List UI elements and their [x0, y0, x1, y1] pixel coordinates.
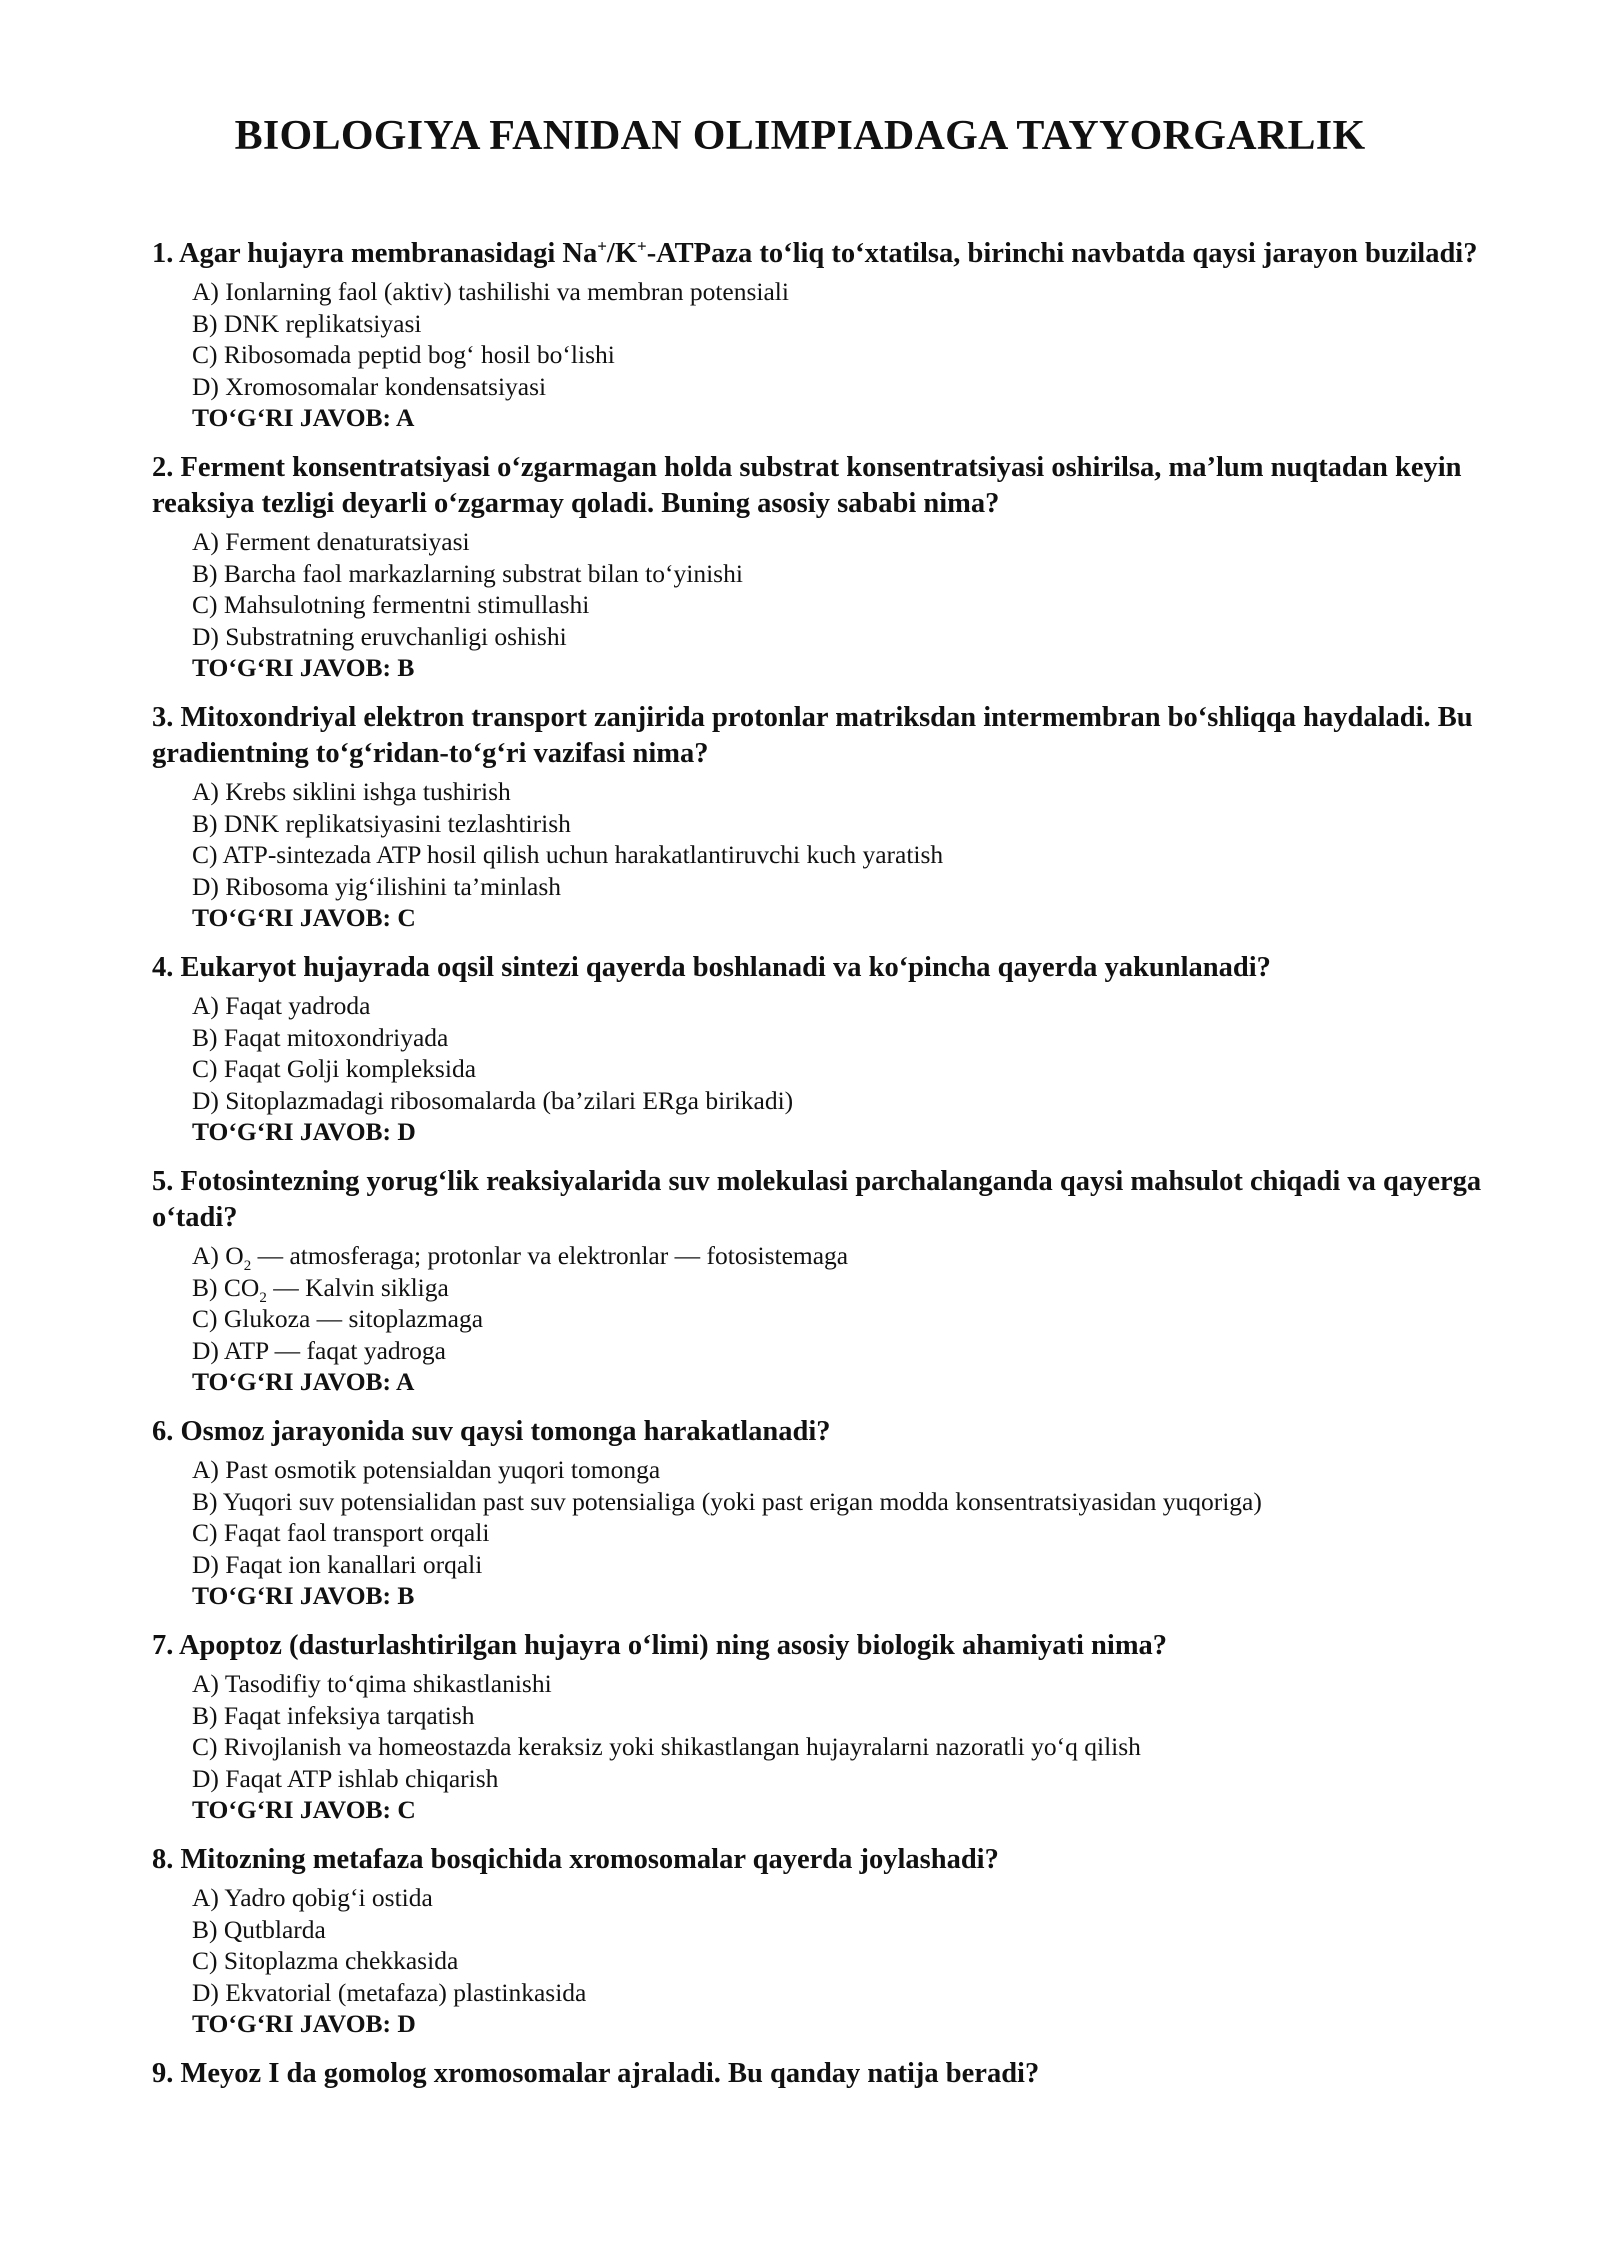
option-c: C) Sitoplazma chekkasida	[192, 1946, 459, 1975]
question-number: 9.	[152, 2058, 174, 2089]
option-a: A) Faqat yadroda	[192, 991, 371, 1020]
question-text: 5. Fotosintezning yorug‘lik reaksiyalarida suv molekulasi parchalanganda qaysi mahsulot chiqadi va qayerga o‘tadi?	[152, 1166, 1482, 1233]
question-text: 9. Meyoz I da gomolog xromosomalar ajraladi. Bu qanday natija beradi?	[152, 2058, 1040, 2089]
option-b: B) DNK replikatsiyasini tezlashtirish	[192, 808, 571, 838]
superscript: +	[597, 236, 607, 256]
option-d: D) Sitoplazmadagi ribosomalarda (ba’zilari ERga birikadi)	[192, 1085, 794, 1115]
option-list	[152, 1240, 1482, 1366]
option-b: B) Barcha faol markazlarning substrat bilan to‘yinishi	[192, 558, 743, 588]
option-d: D) Ribosoma yig‘ilishini ta’minlash	[192, 871, 562, 901]
option-d: D) Substratning eruvchanligi oshishi	[192, 621, 567, 651]
correct-answer: TO‘G‘RI JAVOB: C	[192, 903, 416, 932]
option-b: B) Qutblarda	[192, 1914, 326, 1944]
option-list	[152, 1454, 1482, 1580]
question-text: 3. Mitoxondriyal elektron transport zanjirida protonlar matriksdan intermembran bo‘shliqqa haydaladi. Bu gradientning to‘g‘ridan-to‘g‘ri vazifasi nima?	[152, 702, 1473, 769]
option-d: D) Ekvatorial (metafaza) plastinkasida	[192, 1977, 587, 2007]
question-text: 4. Eukaryot hujayrada oqsil sintezi qayerda boshlanadi va ko‘pincha qayerda yakunlanadi?	[152, 952, 1271, 983]
question-text: 7. Apoptoz (dasturlashtirilgan hujayra o‘limi) ning asosiy biologik ahamiyati nima?	[152, 1630, 1168, 1661]
document-title: BIOLOGIYA FANIDAN OLIMPIADAGA TAYYORGARLIK	[234, 113, 1366, 159]
option-c: C) Faqat faol transport orqali	[192, 1518, 490, 1547]
option-a: A) Krebs siklini ishga tushirish	[192, 777, 511, 806]
option-c: C) Ribosomada peptid bog‘ hosil bo‘lishi	[192, 340, 615, 369]
question-7	[152, 1628, 1482, 1826]
question-number: 8.	[152, 1844, 174, 1875]
option-b: B) $CO_2$ — Kalvin sikliga	[192, 1272, 449, 1306]
question-number: 4.	[152, 952, 174, 983]
option-d: D) Faqat ATP ishlab chiqarish	[192, 1763, 499, 1793]
correct-answer: TO‘G‘RI JAVOB: D	[192, 2009, 416, 2038]
question-3	[152, 700, 1482, 934]
correct-answer: TO‘G‘RI JAVOB: D	[192, 1117, 416, 1146]
question-6	[152, 1414, 1482, 1612]
question-text: 1. Agar hujayra membranasidagi Na+/K+-ATPaza to‘liq to‘xtatilsa, birinchi navbatda qaysi jarayon buziladi?	[152, 236, 1478, 269]
option-d: D) Xromosomalar kondensatsiyasi	[192, 371, 547, 401]
question-4	[152, 950, 1482, 1148]
option-b: B) Faqat mitoxondriyada	[192, 1022, 449, 1052]
question-text: 6. Osmoz jarayonida suv qaysi tomonga harakatlanadi?	[152, 1416, 831, 1447]
option-a: A) Ionlarning faol (aktiv) tashilishi va membran potensiali	[192, 277, 789, 306]
correct-answer: TO‘G‘RI JAVOB: B	[192, 1581, 415, 1610]
option-c: C) Glukoza — sitoplazmaga	[192, 1304, 484, 1333]
question-number: 3.	[152, 702, 174, 733]
option-list	[152, 990, 1482, 1116]
subscript: 2	[243, 1258, 252, 1275]
option-b: B) DNK replikatsiyasi	[192, 308, 422, 338]
question-1	[152, 236, 1482, 434]
option-c: C) Faqat Golji kompleksida	[192, 1054, 477, 1083]
correct-answer: TO‘G‘RI JAVOB: C	[192, 1795, 416, 1824]
option-list	[152, 276, 1482, 402]
subscript: 2	[259, 1289, 267, 1306]
question-number: 1.	[152, 238, 174, 269]
correct-answer: TO‘G‘RI JAVOB: A	[192, 403, 415, 432]
option-c: C) ATP-sintezada ATP hosil qilish uchun harakatlantiruvchi kuch yaratish	[192, 840, 944, 869]
option-a: A) Yadro qobig‘i ostida	[192, 1883, 433, 1912]
option-c: C) Rivojlanish va homeostazda keraksiz yoki shikastlangan hujayralarni nazoratli yo‘q qilish	[192, 1732, 1141, 1761]
option-d: D) ATP — faqat yadroga	[192, 1335, 446, 1365]
question-5	[152, 1164, 1482, 1398]
option-a: A) Tasodifiy to‘qima shikastlanishi	[192, 1669, 552, 1698]
question-list	[152, 236, 1482, 2108]
correct-answer: TO‘G‘RI JAVOB: A	[192, 1367, 415, 1396]
question-number: 2.	[152, 452, 174, 483]
question-number: 6.	[152, 1416, 174, 1447]
question-number: 5.	[152, 1166, 174, 1197]
option-c: C) Mahsulotning fermentni stimullashi	[192, 590, 590, 619]
question-9	[152, 2056, 1482, 2092]
option-list	[152, 1668, 1482, 1794]
option-list	[152, 776, 1482, 902]
question-number: 7.	[152, 1630, 174, 1661]
option-a: A) Ferment denaturatsiyasi	[192, 527, 470, 556]
option-b: B) Faqat infeksiya tarqatish	[192, 1700, 475, 1730]
option-a: A) Past osmotik potensialdan yuqori tomonga	[192, 1455, 661, 1484]
option-b: B) Yuqori suv potensialidan past suv potensialiga (yoki past erigan modda konsentratsiyasidan yuqoriga)	[192, 1486, 1262, 1516]
question-2	[152, 450, 1482, 684]
question-text: 8. Mitozning metafaza bosqichida xromosomalar qayerda joylashadi?	[152, 1844, 999, 1875]
superscript: +	[637, 236, 647, 256]
question-8	[152, 1842, 1482, 2040]
option-d: D) Faqat ion kanallari orqali	[192, 1549, 483, 1579]
option-list	[152, 1882, 1482, 2008]
question-text: 2. Ferment konsentratsiyasi o‘zgarmagan holda substrat konsentratsiyasi oshirilsa, ma’lum nuqtadan keyin reaksiya tezligi deyarli o‘zgarmay qoladi. Buning asosiy sababi nima?	[152, 452, 1462, 519]
option-a: A) $O_2$ — atmosferaga; protonlar va elektronlar — fotosistemaga	[192, 1241, 849, 1275]
correct-answer: TO‘G‘RI JAVOB: B	[192, 653, 415, 682]
option-list	[152, 526, 1482, 652]
